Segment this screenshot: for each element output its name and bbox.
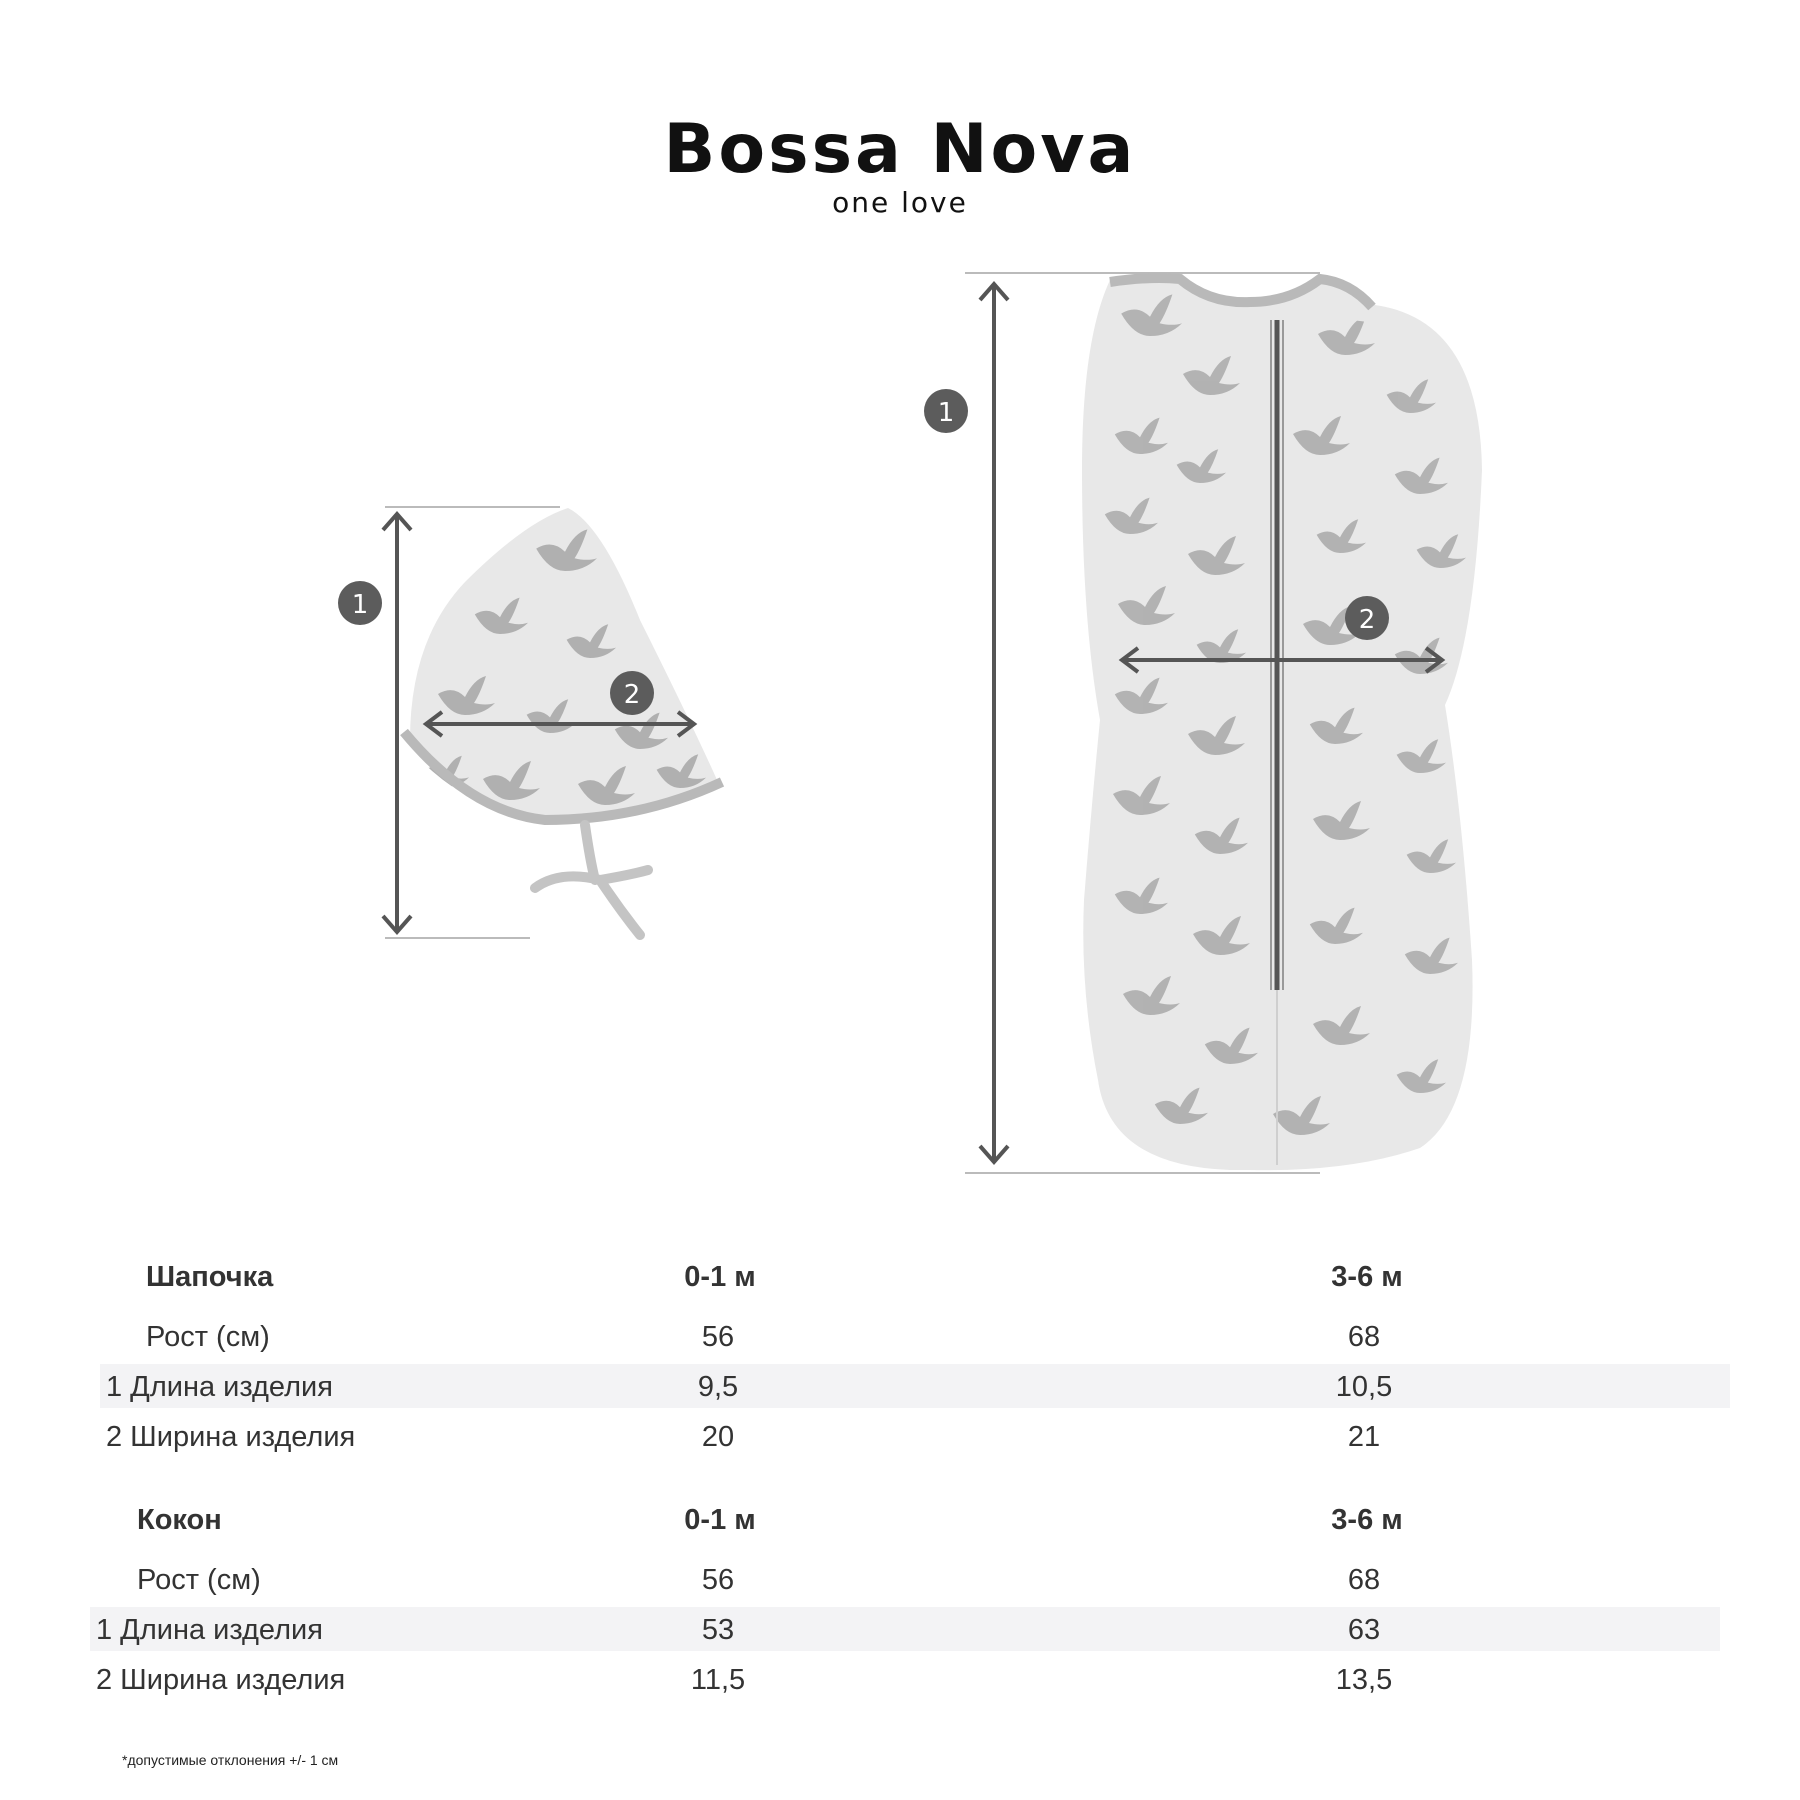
svg-text:1: 1 — [937, 398, 955, 428]
svg-text:2: 2 — [623, 680, 641, 710]
row-value: 68 — [1347, 1564, 1381, 1596]
row-value: 56 — [701, 1564, 735, 1596]
row-label: 2 Ширина изделия — [96, 1664, 346, 1696]
row-value: 10,5 — [1335, 1371, 1393, 1403]
svg-text:1: 1 — [351, 590, 369, 620]
brand-tagline: one love — [832, 186, 968, 219]
row-value: 53 — [701, 1614, 735, 1646]
row-label: 1 Длина изделия — [106, 1371, 333, 1403]
row-value: 68 — [1347, 1321, 1381, 1353]
brand-logo: Bossa Nova — [663, 110, 1137, 189]
cocoon-illustration — [924, 273, 1482, 1173]
row-label: Рост (см) — [137, 1564, 261, 1596]
row-label: 1 Длина изделия — [96, 1614, 323, 1646]
row-label: 2 Ширина изделия — [106, 1421, 356, 1453]
size-header: 0-1 м — [684, 1261, 756, 1293]
row-value: 56 — [701, 1321, 735, 1353]
row-value: 20 — [701, 1421, 735, 1453]
svg-text:2: 2 — [1358, 605, 1376, 635]
row-value: 63 — [1347, 1614, 1381, 1646]
size-header: 0-1 м — [684, 1504, 756, 1536]
hat-table-title: Шапочка — [146, 1261, 274, 1293]
row-value: 11,5 — [690, 1664, 746, 1696]
row-value: 21 — [1347, 1421, 1381, 1453]
hat-illustration — [338, 507, 722, 938]
cocoon-table-title: Кокон — [137, 1504, 222, 1536]
row-label: Рост (см) — [146, 1321, 270, 1353]
row-value: 13,5 — [1335, 1664, 1393, 1696]
tolerance-footnote: *допустимые отклонения +/- 1 см — [122, 1752, 339, 1768]
size-header: 3-6 м — [1331, 1504, 1403, 1536]
size-header: 3-6 м — [1331, 1261, 1403, 1293]
row-value: 9,5 — [697, 1371, 739, 1403]
